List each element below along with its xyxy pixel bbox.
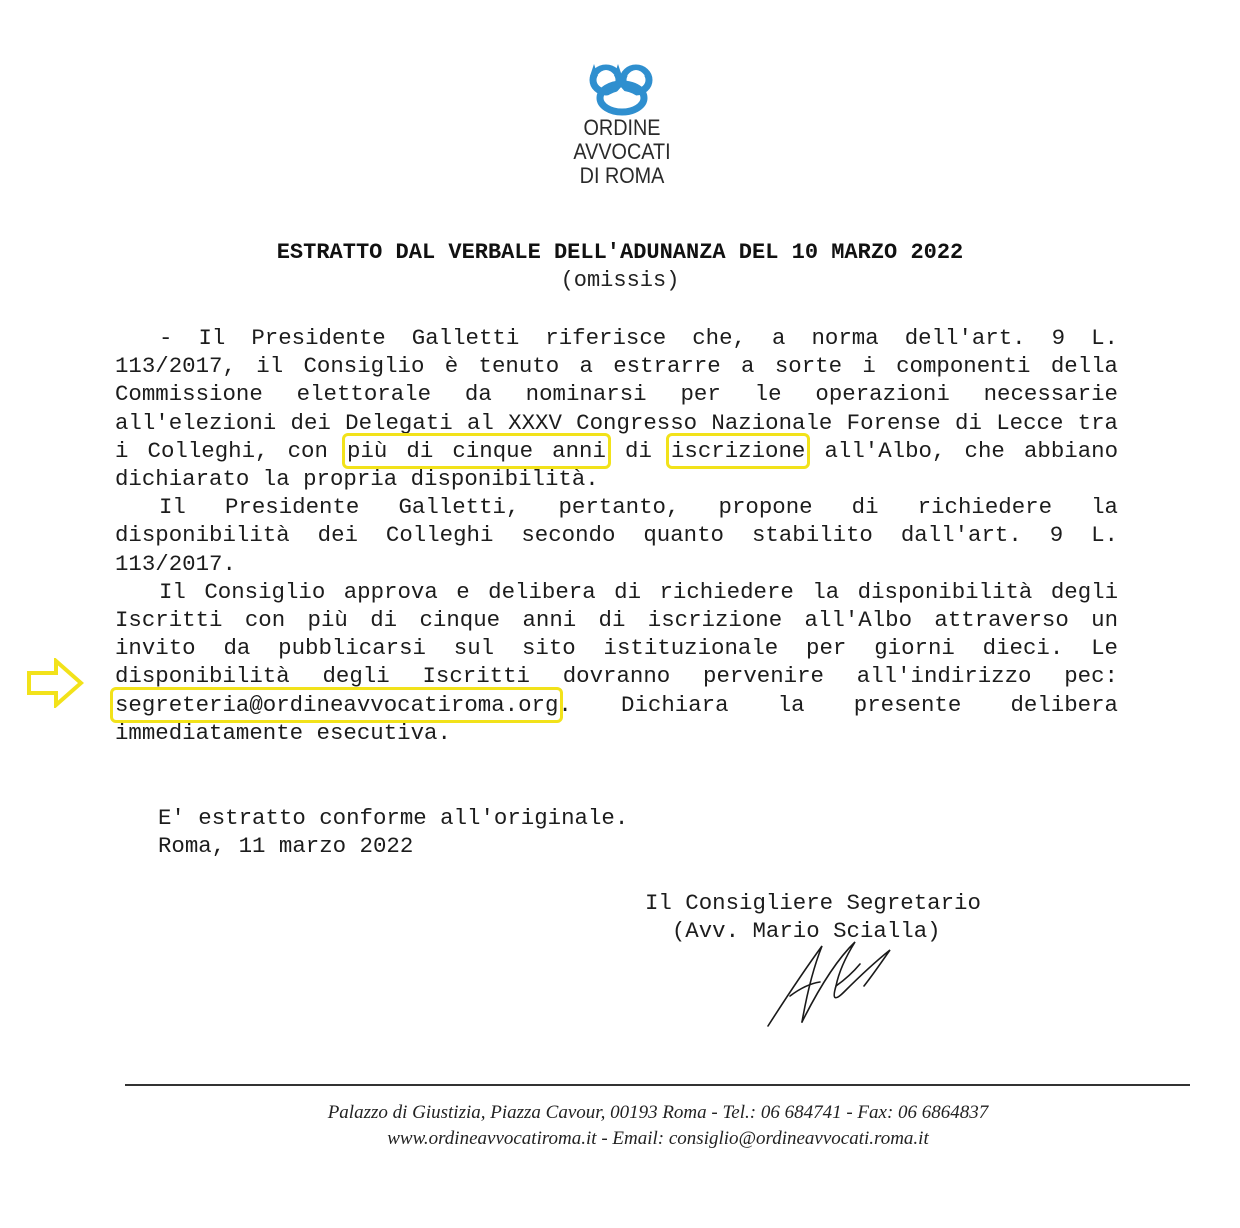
footer-web-email: www.ordineavvocatiroma.it - Email: consiglio@ordineavvocati.roma.it: [387, 1128, 929, 1149]
logo-feet-icon: [586, 62, 626, 76]
document-title: ESTRATTO DAL VERBALE DELL'ADUNANZA DEL 10 MARZO 2022: [276, 240, 964, 265]
closing-conformity: E' estratto conforme all'originale.: [158, 805, 629, 831]
paragraph-1-text-a: - Il Presidente Galletti riferisce che, a norma dell'art. 9 L. 113/2017, il Consiglio è tenuto a estrarre a sorte i componenti della Commissione elettorale da nominarsi per le operazioni necessarie all'elezioni dei Delegati al XXXV Congresso Nazionale Forense di Lecce tra i Colleghi, con: [115, 325, 1118, 464]
highlight-iscrizione: iscrizione: [671, 437, 806, 464]
footer-address: Palazzo di Giustizia, Piazza Cavour, 00193 Roma - Tel.: 06 684741 - Fax: 06 6864837: [327, 1102, 989, 1123]
logo-wordmark: [566, 116, 678, 188]
highlight-years: più di cinque anni: [347, 437, 606, 464]
paragraph-3-text-b: . Dichiara la presente delibera immediatamente esecutiva.: [115, 691, 1118, 746]
document-subtitle: (omissis): [560, 268, 680, 293]
closing-block: [158, 804, 628, 860]
closing-date: Roma, 11 marzo 2022: [158, 833, 414, 860]
logo-line-3: DI ROMA: [579, 163, 665, 188]
footer-divider: [125, 1084, 1190, 1086]
logo: [560, 62, 680, 202]
paragraph-3: [115, 578, 1118, 747]
paragraph-2: Il Presidente Galletti, pertanto, propone di richiedere la disponibilità dei Colleghi secondo quanto stabilito dall'art. 9 L. 113/2017.: [115, 494, 1118, 577]
paragraph-1-text-b: di: [605, 437, 671, 464]
minutes-body: [115, 324, 1118, 747]
arrow-right-icon: [26, 658, 84, 708]
signer-name: (Avv. Mario Scialla): [645, 918, 941, 945]
signer-role: Il Consigliere Segretario: [645, 890, 981, 916]
logo-line-2: AVVOCATI: [573, 139, 671, 164]
pec-email-link[interactable]: segreteria@ordineavvocatiroma.org: [115, 691, 559, 718]
handwritten-signature: [760, 936, 910, 1028]
logo-line-1: ORDINE: [583, 115, 661, 140]
paragraph-3-text-a: Il Consiglio approva e delibera di richiedere la disponibilità degli Iscritti con più di cinque anni di iscrizione all'Albo attraverso un invito da pubblicarsi sul sito istituzionale per giorni dieci. Le disponibilità degli Iscritti dovranno pervenire all'indirizzo pec:: [115, 578, 1118, 690]
paragraph-1-text-c: all'Albo, che abbiano dichiarato la propria disponibilità.: [115, 437, 1118, 493]
paragraph-1: [115, 324, 1118, 493]
footer: [0, 1100, 1240, 1152]
